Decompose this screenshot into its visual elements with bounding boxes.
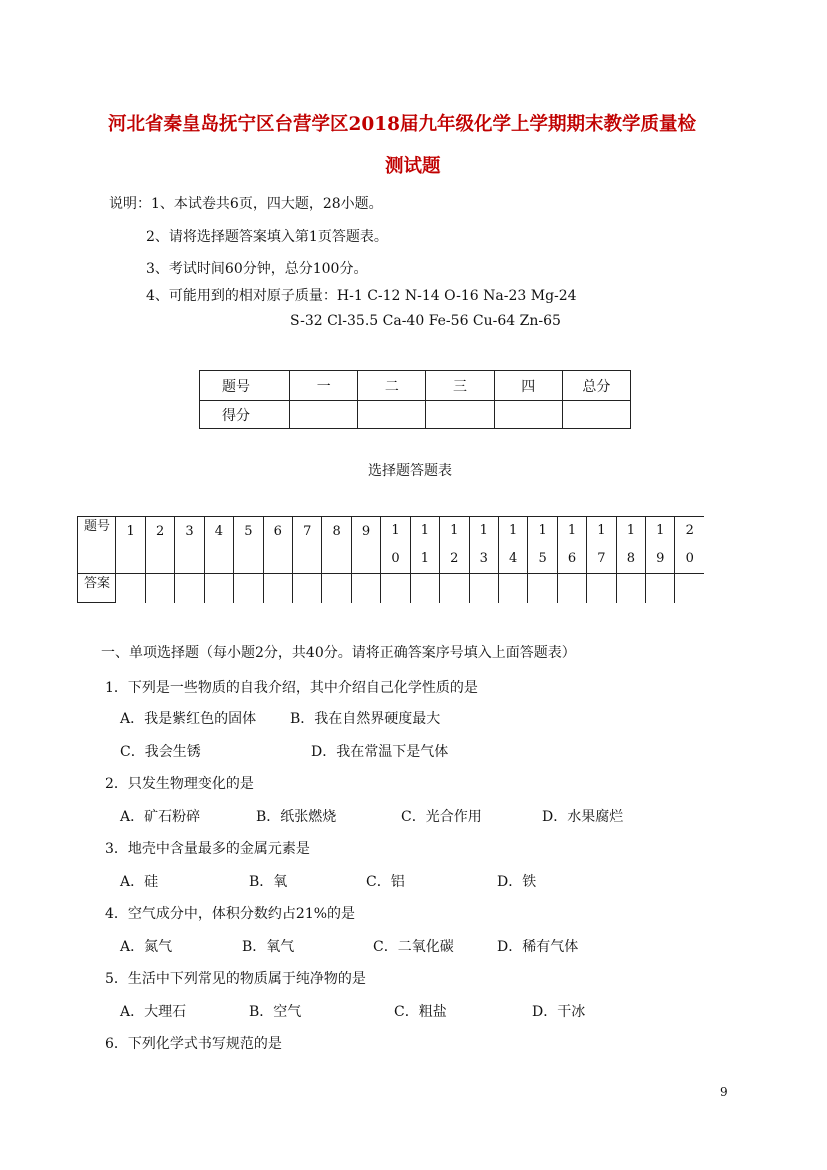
answer-row2-label	[78, 574, 116, 603]
q3-option-a: A．硅	[120, 874, 159, 890]
answer-number: 1	[126, 524, 135, 539]
title-line-2: 测试题	[385, 156, 441, 177]
answer-cell[interactable]	[263, 574, 292, 603]
answer-cell[interactable]	[204, 574, 233, 603]
answer-number: 4	[214, 524, 224, 539]
q2-option-b: B．纸张燃烧	[256, 809, 337, 825]
answer-number-cell	[557, 517, 586, 574]
q1-option-b: B．我在自然界硬度最大	[290, 711, 441, 727]
answer-cell[interactable]	[145, 574, 174, 603]
question-3: 3．地壳中含量最多的金属元素是	[105, 841, 310, 857]
answer-number-cell	[116, 517, 145, 574]
note-5: S-32 Cl-35.5 Ca-40 Fe-56 Cu-64 Zn-65	[290, 313, 561, 329]
q4-option-b: B．氧气	[242, 939, 295, 955]
answer-table-caption: 选择题答题表	[368, 463, 452, 479]
q4-option-d: D．稀有气体	[497, 939, 579, 955]
answer-table	[77, 516, 704, 603]
question-1: 1．下列是一些物质的自我介绍，其中介绍自己化学性质的是	[105, 680, 478, 696]
score-header-1: 一	[290, 371, 358, 401]
score-header-4: 四	[494, 371, 562, 401]
q1-option-a: A．我是紫红色的固体	[120, 711, 257, 727]
answer-cell[interactable]	[675, 574, 704, 603]
answer-number-cell	[293, 517, 322, 574]
answer-number-cell	[469, 517, 498, 574]
answer-number-cell	[204, 517, 233, 574]
answer-cell[interactable]	[322, 574, 351, 603]
q1-option-d: D．我在常温下是气体	[311, 744, 449, 760]
answer-cell[interactable]	[410, 574, 439, 603]
answer-number-cell	[587, 517, 616, 574]
score-table	[199, 370, 631, 429]
score-cell[interactable]	[494, 401, 562, 429]
answer-number-cell	[145, 517, 174, 574]
answer-number: 6	[273, 524, 282, 539]
q2-option-d: D．水果腐烂	[542, 809, 624, 825]
answer-number-cell	[440, 517, 469, 574]
answer-cell[interactable]	[116, 574, 145, 603]
q5-option-c: C．粗盐	[394, 1004, 447, 1020]
note-4: 4、可能用到的相对原子质量：H-1 C-12 N-14 O-16 Na-23 Mg-24	[146, 288, 577, 304]
answer-number: 9	[361, 524, 371, 539]
answer-number: 1 2	[450, 523, 459, 566]
question-2: 2．只发生物理变化的是	[105, 776, 254, 792]
answer-cell[interactable]	[381, 574, 410, 603]
answer-cell[interactable]	[557, 574, 586, 603]
note-1: 说明：1、本试卷共6页，四大题，28小题。	[109, 196, 383, 212]
score-header-0: 题号	[200, 371, 290, 401]
answer-number-cell	[410, 517, 439, 574]
score-cell[interactable]	[358, 401, 426, 429]
score-row-label: 得分	[200, 401, 290, 429]
page-number: 9	[720, 1085, 728, 1099]
q5-option-b: B．空气	[249, 1004, 302, 1020]
answer-number: 2	[155, 524, 165, 539]
score-header-2: 二	[358, 371, 426, 401]
answer-number: 5	[244, 524, 253, 539]
answer-number: 1 8	[626, 523, 635, 566]
answer-number-cell	[234, 517, 263, 574]
q5-option-a: A．大理石	[120, 1004, 187, 1020]
q5-option-d: D．干冰	[532, 1004, 586, 1020]
answer-cell[interactable]	[175, 574, 204, 603]
question-6: 6．下列化学式书写规范的是	[105, 1036, 282, 1052]
question-4: 4．空气成分中，体积分数约占21%的是	[105, 906, 356, 922]
q2-option-a: A．矿石粉碎	[120, 809, 201, 825]
title-line-1: 河北省秦皇岛抚宁区台营学区2018届九年级化学上学期期末教学质量检	[108, 114, 696, 135]
note-2: 2、请将选择题答案填入第1页答题表。	[146, 229, 388, 245]
answer-number: 1 9	[656, 523, 665, 566]
answer-number: 1 0	[391, 523, 400, 566]
score-header-3: 三	[426, 371, 494, 401]
answer-number: 1 1	[420, 523, 430, 566]
answer-row1-label	[78, 517, 116, 574]
answer-cell[interactable]	[234, 574, 263, 603]
q3-option-c: C．铝	[366, 874, 405, 890]
score-header-5: 总分	[562, 371, 630, 401]
answer-number-cell	[675, 517, 704, 574]
answer-cell[interactable]	[587, 574, 616, 603]
answer-number: 3	[185, 524, 194, 539]
answer-cell[interactable]	[293, 574, 322, 603]
section-1-heading: 一、单项选择题（每小题2分，共40分。请将正确答案序号填入上面答题表）	[101, 645, 576, 661]
answer-number: 1 3	[479, 523, 488, 566]
answer-number-cell	[528, 517, 557, 574]
answer-row1-label-text: 题号	[84, 519, 111, 534]
answer-cell[interactable]	[351, 574, 380, 603]
answer-number-cell	[646, 517, 675, 574]
question-5: 5．生活中下列常见的物质属于纯净物的是	[105, 971, 366, 987]
answer-cell[interactable]	[616, 574, 645, 603]
answer-number: 1 4	[509, 523, 518, 566]
answer-number: 1 7	[597, 523, 606, 566]
answer-cell[interactable]	[528, 574, 557, 603]
answer-cell[interactable]	[646, 574, 675, 603]
answer-number-cell	[616, 517, 645, 574]
q4-option-a: A．氮气	[120, 939, 173, 955]
q1-option-c: C．我会生锈	[120, 744, 201, 760]
q3-option-d: D．铁	[497, 874, 537, 890]
answer-number: 1 6	[567, 523, 577, 566]
answer-number: 8	[332, 524, 341, 539]
answer-cell[interactable]	[440, 574, 469, 603]
answer-number-cell	[351, 517, 380, 574]
q2-option-c: C．光合作用	[401, 809, 482, 825]
answer-number-cell	[263, 517, 292, 574]
score-cell[interactable]	[426, 401, 494, 429]
note-3: 3、考试时间60分钟，总分100分。	[146, 261, 368, 277]
answer-cell[interactable]	[469, 574, 498, 603]
answer-row2-label-text: 答案	[84, 576, 111, 591]
score-cell[interactable]	[290, 401, 358, 429]
answer-number-cell	[175, 517, 204, 574]
q3-option-b: B．氧	[249, 874, 288, 890]
answer-number-cell	[381, 517, 410, 574]
answer-number: 7	[303, 524, 312, 539]
answer-cell[interactable]	[498, 574, 527, 603]
answer-number: 1 5	[538, 523, 547, 566]
answer-number: 2 0	[685, 523, 694, 566]
score-cell[interactable]	[562, 401, 630, 429]
q4-option-c: C．二氧化碳	[373, 939, 454, 955]
answer-number-cell	[322, 517, 351, 574]
answer-number-cell	[498, 517, 527, 574]
